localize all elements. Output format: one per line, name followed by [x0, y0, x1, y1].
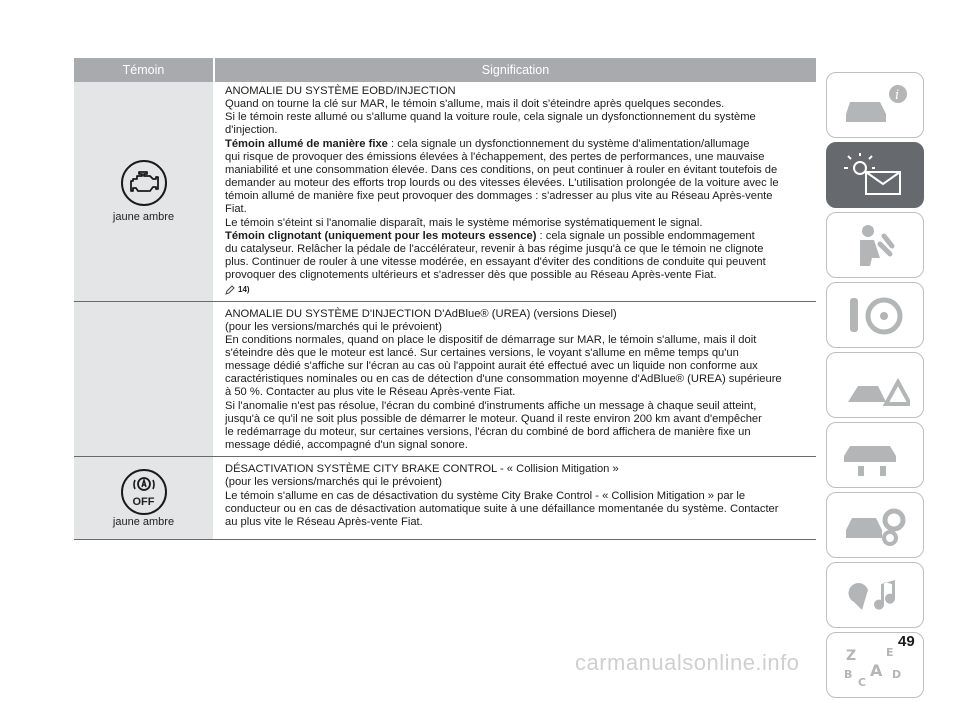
- text-line: demander au moteur des efforts trop lourds ou des vitesses élevées. L'utilisation prolongée de la voiture avec le: [225, 177, 779, 190]
- icon-cell: [74, 302, 215, 457]
- icon-color-label: jaune ambre: [112, 211, 175, 224]
- meaning-cell: [215, 302, 816, 457]
- svg-text:B: B: [844, 668, 853, 681]
- text-line: Si le témoin reste allumé ou s'allume quand la voiture roule, cela signale un dysfonctionnement du système: [225, 111, 756, 124]
- header-temoin: Témoin: [74, 58, 215, 82]
- blink-heading: Témoin clignotant (uniquement pour les moteurs essence): [225, 229, 537, 242]
- airbag-seat-icon: [840, 222, 910, 268]
- svg-text:E: E: [886, 646, 894, 659]
- tab-multimedia[interactable]: [826, 562, 924, 628]
- text-line: En conditions normales, quand on place le dispositif de démarrage sur MAR, le témoin s'allume, mais il doit: [225, 333, 757, 346]
- text-line: Quand on tourne la clé sur MAR, le témoin s'allume, mais il doit s'éteindre après quelques secondes.: [225, 98, 725, 111]
- text-line: (pour les versions/marchés qui le prévoient): [225, 476, 443, 489]
- text-line: Le témoin s'éteint si l'anomalie disparaît, mais le système mémorise systématiquement le signal.: [225, 216, 703, 229]
- text-line: Si l'anomalie n'est pas résolue, l'écran du combiné d'instruments affiche un message à chaque seuil atteint,: [225, 399, 757, 412]
- note-reference: [225, 283, 812, 296]
- text-line: provoquer des clignotements ultérieurs et s'adresser dès que possible au Réseau Après-vente Fiat.: [225, 269, 717, 282]
- car-info-icon: [840, 82, 910, 128]
- text-line: le redémarrage du moteur, sur certaines versions, l'écran du combiné de bord affichera de manière fixe un: [225, 425, 751, 438]
- text-line: Fiat.: [225, 203, 247, 216]
- steering-wheel-key-icon: [840, 292, 910, 338]
- car-gears-icon: [840, 502, 910, 548]
- tab-technical-data[interactable]: [826, 492, 924, 558]
- row-title: DÉSACTIVATION SYSTÈME CITY BRAKE CONTROL - « Collision Mitigation »: [225, 463, 619, 476]
- text-line: [225, 138, 812, 151]
- engine-check-icon: [120, 159, 168, 207]
- text-line: au plus vite le Réseau Après-vente Fiat.: [225, 515, 423, 528]
- table-row: [74, 302, 816, 458]
- fixed-heading: Témoin allumé de manière fixe: [225, 137, 388, 150]
- svg-text:C: C: [858, 676, 867, 688]
- pencil-note-icon: [225, 285, 235, 295]
- text-line: à 50 %. Contacter au plus vite le Réseau Après-vente Fiat.: [225, 386, 516, 399]
- tab-emergency[interactable]: [826, 352, 924, 418]
- text-line: d'injection.: [225, 124, 278, 137]
- meaning-cell: [215, 457, 816, 539]
- text-line: jusqu'à ce qu'il ne soit plus possible de démarrer le moteur. Quand il reste environ 200 km avant d'empêcher: [225, 412, 762, 425]
- svg-text:i: i: [895, 88, 900, 103]
- meaning-cell: [215, 82, 816, 301]
- text-line: qui risque de provoquer des émissions élevées à l'échappement, des pertes de performances, une mauvaise: [225, 150, 765, 163]
- text-line: message dédié s'affiche sur l'écran au cas où l'appoint aurait été effectué avec un liquide non conforme aux: [225, 360, 758, 373]
- indicator-table: [74, 58, 816, 540]
- tab-driving[interactable]: [826, 282, 924, 348]
- tab-warning-lights[interactable]: [826, 142, 924, 208]
- chapter-tabs: [826, 72, 924, 702]
- collision-mitigation-off-icon: [120, 468, 168, 516]
- tab-maintenance[interactable]: [826, 422, 924, 488]
- text-line: caractéristiques nominales ou en cas de détection d'une consommation moyenne d'AdBlue® (UREA) supérieure: [225, 373, 782, 386]
- car-lift-icon: [840, 432, 910, 478]
- blink-text: : cela signale un possible endommagement: [536, 229, 755, 242]
- warning-light-message-icon: [840, 152, 910, 198]
- text-line: message dédié, accompagné d'un signal sonore.: [225, 439, 468, 452]
- watermark: carmanualsonline.info: [575, 650, 800, 675]
- row-title: ANOMALIE DU SYSTÈME EOBD/INJECTION: [225, 85, 456, 97]
- table-row: [74, 457, 816, 540]
- header-signification: Signification: [481, 63, 550, 77]
- emergency-triangle-icon: [840, 362, 910, 408]
- text-line: maniabilité et une consommation élevée. Dans ces conditions, on peut continuer à rouler en évitant toutefois de: [225, 163, 778, 176]
- table-row: [74, 82, 816, 302]
- icon-cell: [74, 82, 215, 301]
- note-number: 14): [238, 285, 250, 295]
- text-line: Le témoin s'allume en cas de désactivation du système City Brake Control - « Collision Mitigation » par le: [225, 489, 746, 502]
- svg-text:A: A: [870, 661, 883, 680]
- tab-safety[interactable]: [826, 212, 924, 278]
- icon-color-label: jaune ambre: [112, 516, 175, 529]
- off-label: OFF: [132, 496, 155, 509]
- row-title: ANOMALIE DU SYSTÈME D'INJECTION D'AdBlue® (UREA) (versions Diesel): [225, 307, 617, 320]
- svg-text:Z: Z: [846, 648, 857, 664]
- text-line: du catalyseur. Relâcher la pédale de l'accélérateur, revenir à bas régime jusqu'à ce que le témoin ne clignote: [225, 242, 764, 255]
- multimedia-icon: [840, 572, 910, 618]
- text-line: conducteur ou en cas de désactivation automatique suite à une défaillance momentanée du système. Contacter: [225, 502, 779, 515]
- text-line: [225, 230, 812, 243]
- text-line: témoin allumé de manière fixe peut provoquer des dommages : s'adresser au plus vite au Réseau Après-vente: [225, 190, 773, 203]
- fixed-text: : cela signale un dysfonctionnement du système d'alimentation/allumage: [387, 137, 750, 150]
- text-line: s'éteindre dès que le moteur est lancé. Sur certaines versions, le voyant s'allume en même temps qu'un: [225, 346, 739, 359]
- text-line: plus. Continuer de rouler à une vitesse modérée, en essayant d'éviter des conditions de conduite qui peuvent: [225, 256, 766, 269]
- table-header: [74, 58, 816, 82]
- text-line: (pour les versions/marchés qui le prévoient): [225, 320, 443, 333]
- page-number: 49: [898, 633, 915, 650]
- icon-cell: [74, 457, 215, 539]
- svg-text:D: D: [892, 668, 902, 681]
- tab-dashboard-info[interactable]: [826, 72, 924, 138]
